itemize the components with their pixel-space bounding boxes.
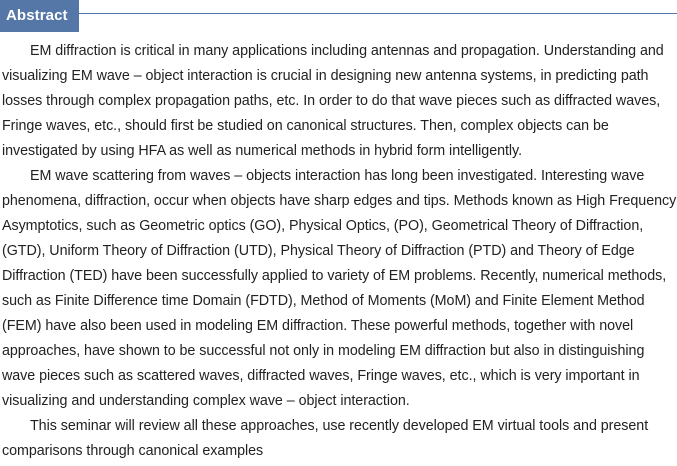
abstract-paragraph: EM wave scattering from waves – objects interaction has long been investigated. Interesting wave phenomena, diffraction, occur when objects have sharp edges and tips. Methods known as High Frequency Asymptotics, such as Geometric optics (GO), Physical Optics, (PO), Geometrical Theory of Diffraction, (GTD), Uniform Theory of Diffraction (UTD), Physical Theory of Diffraction (PTD) and Theory of Edge Diffraction (TED) have been successfully applied to variety of EM problems. Recently, numerical methods, such as Finite Difference time Domain (FDTD), Method of Moments (MoM) and Finite Element Method (FEM) have also been used in modeling EM diffraction. These powerful methods, together with novel approaches, have shown to be successful not only in modeling EM diffraction but also in distinguishing wave pieces such as scattered waves, diffracted waves, Fringe waves, etc., which is very important in visualizing and understanding complex wave – object interaction.	[2, 168, 677, 409]
section-divider	[79, 13, 677, 14]
abstract-paragraph: This seminar will review all these approaches, use recently developed EM virtual tools and present comparisons through canonical examples	[2, 418, 649, 459]
section-header	[0, 0, 677, 32]
section-title-badge: Abstract	[0, 0, 79, 32]
abstract-paragraph: EM diffraction is critical in many applications including antennas and propagation. Understanding and visualizing EM wave – object interaction is crucial in designing new antenna systems, in predicting path losses through complex propagation paths, etc. In order to do that wave pieces such as diffracted waves, Fringe waves, etc., should first be studied on canonical structures. Then, complex objects can be investigated by using HFA as well as numerical methods in hybrid form intelligently.	[2, 43, 664, 159]
abstract-body	[2, 39, 677, 464]
